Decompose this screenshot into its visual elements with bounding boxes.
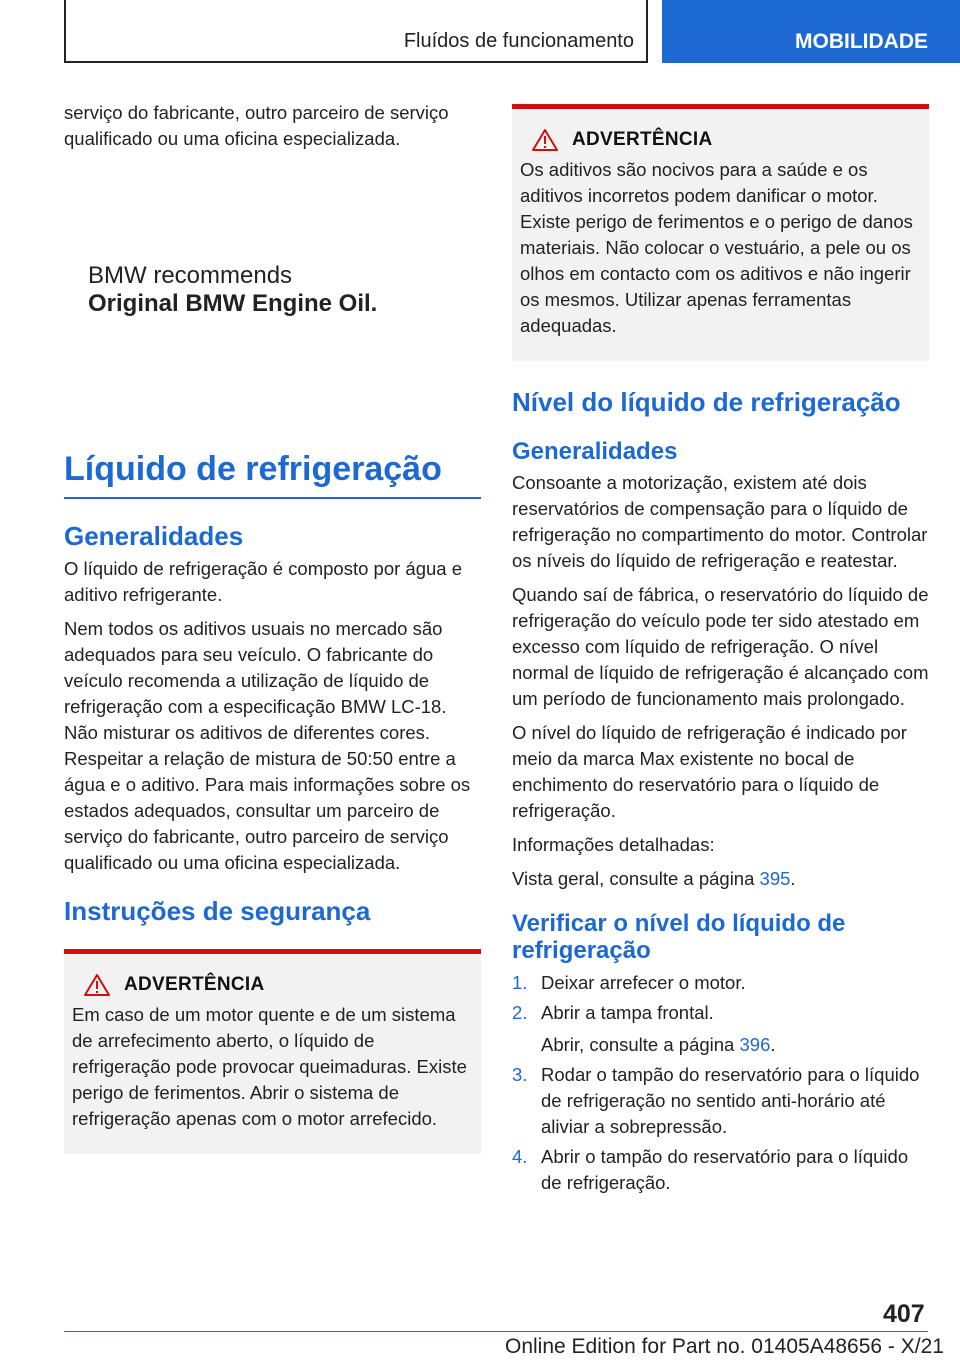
step-number: 4. — [512, 1146, 528, 1167]
general-heading: Generalidades — [512, 438, 678, 465]
list-item — [512, 1000, 929, 1058]
intro-paragraph: serviço do fabricante, outro parceiro de serviço qualificado ou uma oficina especializada. — [64, 102, 449, 149]
warning-triangle-icon — [84, 974, 110, 996]
step-sub-reference: Abrir, consulte a página 396. — [541, 1034, 776, 1055]
check-level-heading: Verificar o nível do líquido de refrigeração — [512, 910, 846, 964]
bmw-oil-logo — [88, 262, 481, 318]
factory-fill-paragraph: Quando saí de fábrica, o reservatório do líquido de refrigeração do veículo pode ter sido atestado em excesso com líquido de refrigeração. O nível normal de líquido de refrigeração é alcançado com um período de funcionamento mais prolongado. — [512, 584, 929, 709]
oil-logo-line1: BMW recommends — [88, 262, 293, 289]
step-text: Deixar arrefecer o motor. — [541, 972, 746, 993]
warning-text: Os aditivos são nocivos para a saúde e os aditivos incorretos podem danificar o motor. Existe perigo de ferimentos e o perigo de danos materiais. Não colocar o vestuário, a pele ou os olhos em contacto com os aditivos e não ingerir os mesmos. Utilizar apenas ferramentas adequadas. — [520, 159, 913, 336]
chapter-tab[interactable] — [662, 0, 960, 63]
coolant-composition-paragraph: O líquido de refrigeração é composto por água e aditivo refrigerante. — [64, 558, 462, 605]
step-text: Abrir o tampão do reservatório para o líquido de refrigeração. — [541, 1146, 909, 1193]
general-heading: Generalidades — [64, 521, 244, 551]
edition-note: Online Edition for Part no. 01405A48656 - X/21 — [505, 1335, 944, 1358]
warning-label: ADVERTÊNCIA — [572, 129, 713, 150]
oil-logo-line2: Original BMW Engine Oil. — [88, 290, 378, 317]
footer-divider — [64, 1331, 928, 1332]
list-item — [512, 1144, 929, 1196]
list-item — [512, 1062, 929, 1140]
page-number: 407 — [883, 1300, 925, 1328]
max-mark-paragraph: O nível do líquido de refrigeração é indicado por meio da marca Max existente no bocal de enchimento do reservatório para o líquido de refrigeração. — [512, 722, 907, 821]
warning-box — [512, 104, 929, 361]
coolant-heading: Líquido de refrigeração — [64, 450, 481, 499]
step-text: Abrir a tampa frontal. — [541, 1002, 714, 1023]
warning-box — [64, 949, 481, 1154]
running-header — [64, 0, 648, 63]
warning-text: Em caso de um motor quente e de um sistema de arrefecimento aberto, o líquido de refrigeração pode provocar queimaduras. Existe perigo de ferimentos. Abrir o sistema de refrigeração apenas com o motor arrefecido. — [72, 1004, 467, 1129]
reservoirs-paragraph: Consoante a motorização, existem até dois reservatórios de compensação para o líquido de refrigeração no compartimento do motor. Controlar os níveis do líquido de refrigeração e reatestar. — [512, 472, 928, 571]
warning-label: ADVERTÊNCIA — [124, 974, 265, 995]
page-link-395[interactable]: 395 — [759, 868, 791, 889]
chapter-tab-label: MOBILIDADE — [795, 30, 928, 53]
section-title: Fluídos de funcionamento — [403, 30, 634, 52]
step-text: Rodar o tampão do reservatório para o líquido de refrigeração no sentido anti-horário até aliviar a sobrepressão. — [541, 1064, 920, 1137]
right-column — [512, 104, 929, 1200]
left-column — [64, 100, 481, 1154]
step-number: 1. — [512, 972, 528, 993]
step-number: 3. — [512, 1064, 528, 1085]
step-number: 2. — [512, 1002, 528, 1023]
warning-triangle-icon — [532, 129, 558, 151]
safety-heading: Instruções de segurança — [64, 896, 371, 926]
list-item — [512, 970, 929, 996]
overview-reference: Vista geral, consulte a página 395. — [512, 868, 796, 889]
details-paragraph: Informações detalhadas: — [512, 834, 715, 855]
page-link-396[interactable]: 396 — [739, 1034, 771, 1055]
coolant-level-heading: Nível do líquido de refrigeração — [512, 387, 901, 417]
steps-list — [512, 970, 929, 1196]
additives-paragraph: Nem todos os aditivos usuais no mercado são adequados para seu veículo. O fabricante do veículo recomenda a utilização de líquido de refrigeração com a especificação BMW LC-18. Não misturar os aditivos de diferentes cores. Respeitar a relação de mistura de 50:50 entre a água e o aditivo. Para mais informações sobre os estados adequados, consultar um parceiro de serviço do fabricante, outro parceiro de serviço qualificado ou uma oficina especializada. — [64, 618, 471, 873]
